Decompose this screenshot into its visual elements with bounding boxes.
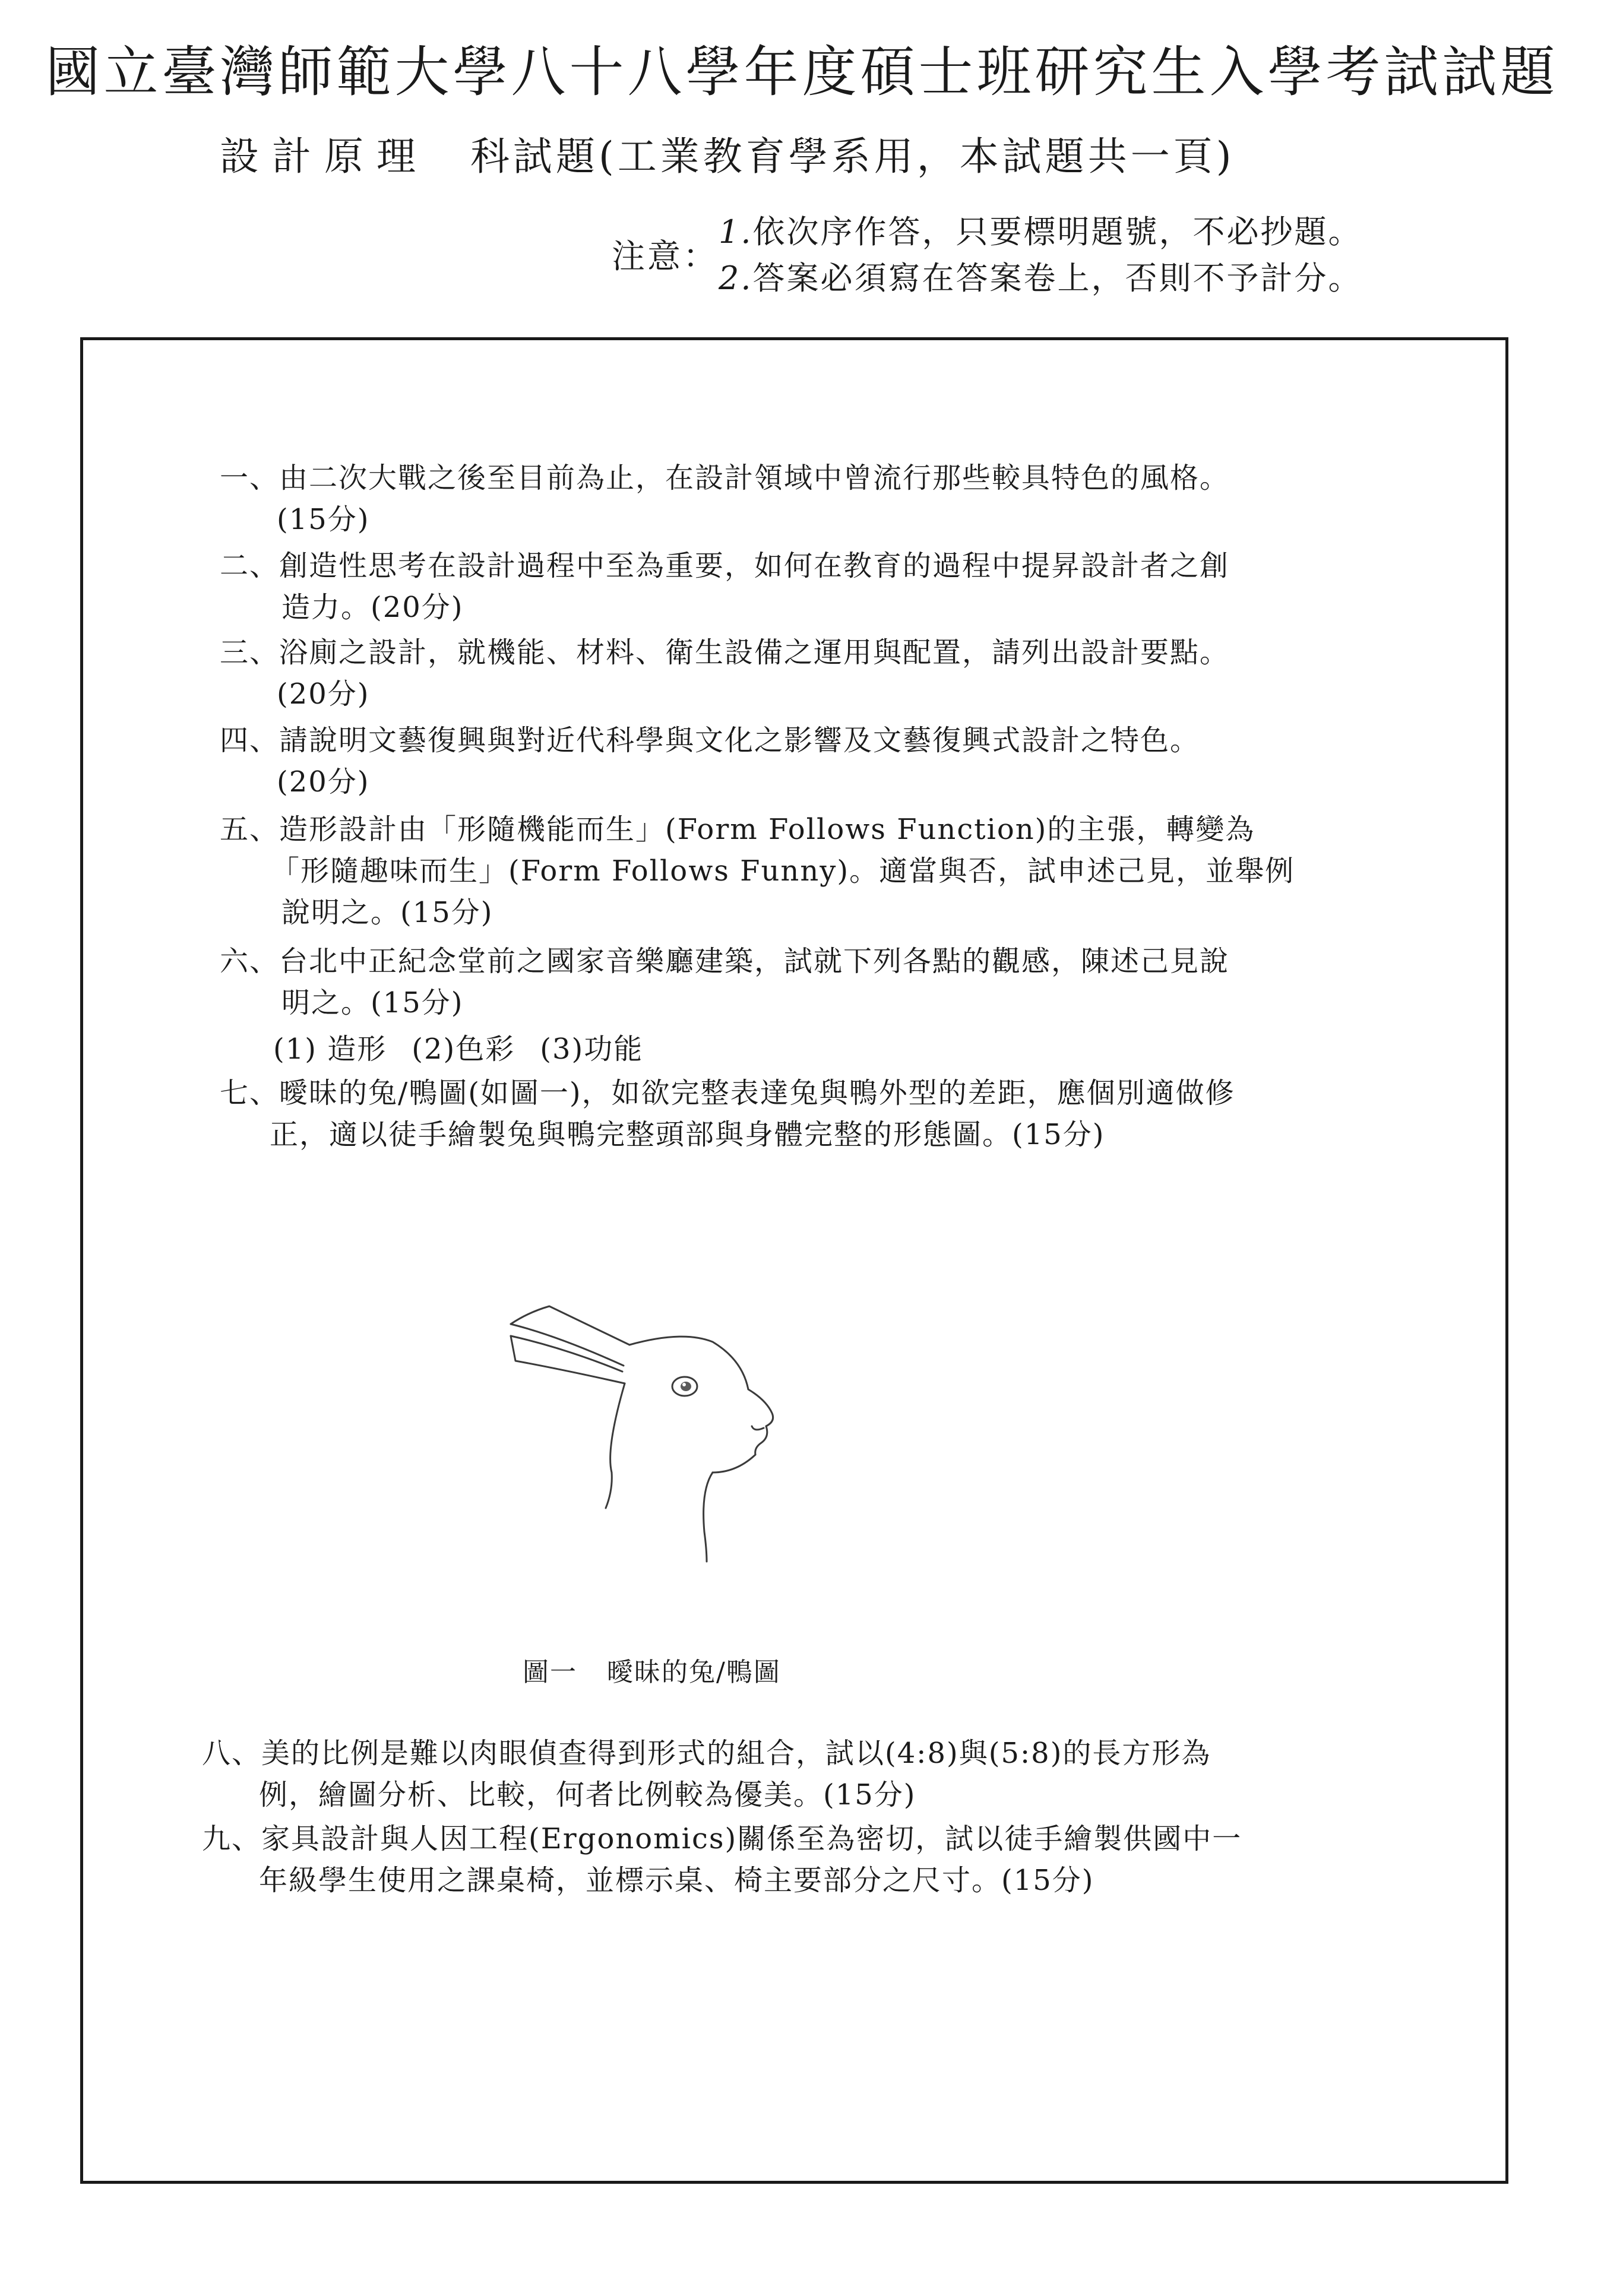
figure-caption bbox=[523, 1651, 781, 1689]
question-text: 造形設計由「形隨機能而生」(Form Follows Function)的主張，轉變為 bbox=[279, 813, 1255, 846]
question-item bbox=[220, 632, 1229, 715]
question-text-continued: 例，繪圖分析、比較，何者比例較為優美。(15分) bbox=[259, 1778, 916, 1812]
question-number: 五、 bbox=[220, 813, 280, 846]
question-item bbox=[220, 720, 1200, 803]
subject-name: 設計原理 bbox=[220, 134, 429, 179]
question-text-continued: 年級學生使用之課桌椅，並標示桌、椅主要部分之尺寸。(15分) bbox=[259, 1864, 1094, 1897]
question-item bbox=[220, 1072, 1235, 1155]
notice-number: 2. bbox=[719, 259, 753, 297]
notice-number: 1. bbox=[719, 213, 753, 251]
question-number: 一、 bbox=[220, 461, 280, 495]
question-text-continued: 說明之。(15分) bbox=[281, 896, 493, 929]
question-text: 浴廁之設計，就機能、材料、衛生設備之運用與配置，請列出設計要點。 bbox=[279, 636, 1230, 669]
question-text-continued: 「形隨趣味而生」(Form Follows Funny)。適當與否，試申述己見，並舉例 bbox=[271, 854, 1295, 888]
question-text: 美的比例是難以肉眼偵查得到形式的組合，試以(4:8)與(5:8)的長方形為 bbox=[261, 1737, 1211, 1770]
question-text: 曖昧的兔/鴨圖(如圖一)，如欲完整表達兔與鴨外型的差距，應個別適做修 bbox=[279, 1076, 1235, 1110]
question-item bbox=[220, 457, 1229, 540]
question-6-options bbox=[273, 1026, 668, 1067]
notice-item bbox=[719, 255, 1362, 302]
subtitle-rest: 科試題(工業教育學系用，本試題共一頁) bbox=[470, 134, 1235, 179]
question-text: 台北中正紀念堂前之國家音樂廳建築，試就下列各點的觀感，陳述己見說 bbox=[279, 945, 1230, 978]
exam-title: 國立臺灣師範大學八十八學年度碩士班研究生入學考試試題 bbox=[45, 40, 1559, 104]
notice-item bbox=[719, 209, 1362, 255]
option-item: (3)功能 bbox=[540, 1033, 644, 1066]
question-number: 六、 bbox=[220, 945, 280, 978]
question-text-continued: 明之。(15分) bbox=[281, 986, 464, 1019]
question-number: 八、 bbox=[202, 1737, 262, 1770]
question-text: 由二次大戰之後至目前為止，在設計領域中曾流行那些較具特色的風格。 bbox=[279, 461, 1230, 495]
option-item: (2)色彩 bbox=[412, 1033, 515, 1066]
question-text: 創造性思考在設計過程中至為重要，如何在教育的過程中提昇設計者之創 bbox=[279, 549, 1230, 582]
notice-label: 注意： bbox=[612, 237, 719, 276]
figure-caption-text: 曖昧的兔/鴨圖 bbox=[607, 1657, 781, 1687]
question-item bbox=[202, 1733, 1211, 1816]
question-number: 二、 bbox=[220, 549, 280, 582]
notice-items bbox=[719, 209, 1362, 302]
notice-text: 依次序作答，只要標明題號，不必抄題。 bbox=[752, 213, 1362, 251]
notice-block bbox=[612, 209, 1443, 304]
question-number: 三、 bbox=[220, 636, 280, 669]
question-text-continued: (20分) bbox=[277, 677, 370, 711]
rabbit-duck-illustration bbox=[487, 1294, 820, 1567]
figure-number: 圖一 bbox=[523, 1657, 577, 1687]
notice-text: 答案必須寫在答案卷上，否則不予計分。 bbox=[752, 259, 1362, 297]
question-text-continued: 造力。(20分) bbox=[281, 591, 464, 624]
option-item: (1) 造形 bbox=[273, 1033, 387, 1066]
question-text-continued: (20分) bbox=[277, 765, 370, 799]
question-item bbox=[220, 545, 1229, 628]
question-number: 四、 bbox=[220, 724, 280, 757]
question-number: 九、 bbox=[202, 1822, 262, 1855]
exam-subtitle bbox=[220, 125, 1235, 181]
question-item bbox=[220, 809, 1295, 933]
question-number: 七、 bbox=[220, 1076, 280, 1110]
question-text: 家具設計與人因工程(Ergonomics)關係至為密切，試以徒手繪製供國中一 bbox=[261, 1822, 1242, 1855]
question-text-continued: (15分) bbox=[277, 503, 370, 536]
question-text-continued: 正，適以徒手繪製兔與鴨完整頭部與身體完整的形態圖。(15分) bbox=[270, 1118, 1105, 1151]
question-text: 請說明文藝復興與對近代科學與文化之影響及文藝復興式設計之特色。 bbox=[279, 724, 1200, 757]
question-item bbox=[220, 940, 1229, 1024]
question-item bbox=[202, 1818, 1242, 1901]
